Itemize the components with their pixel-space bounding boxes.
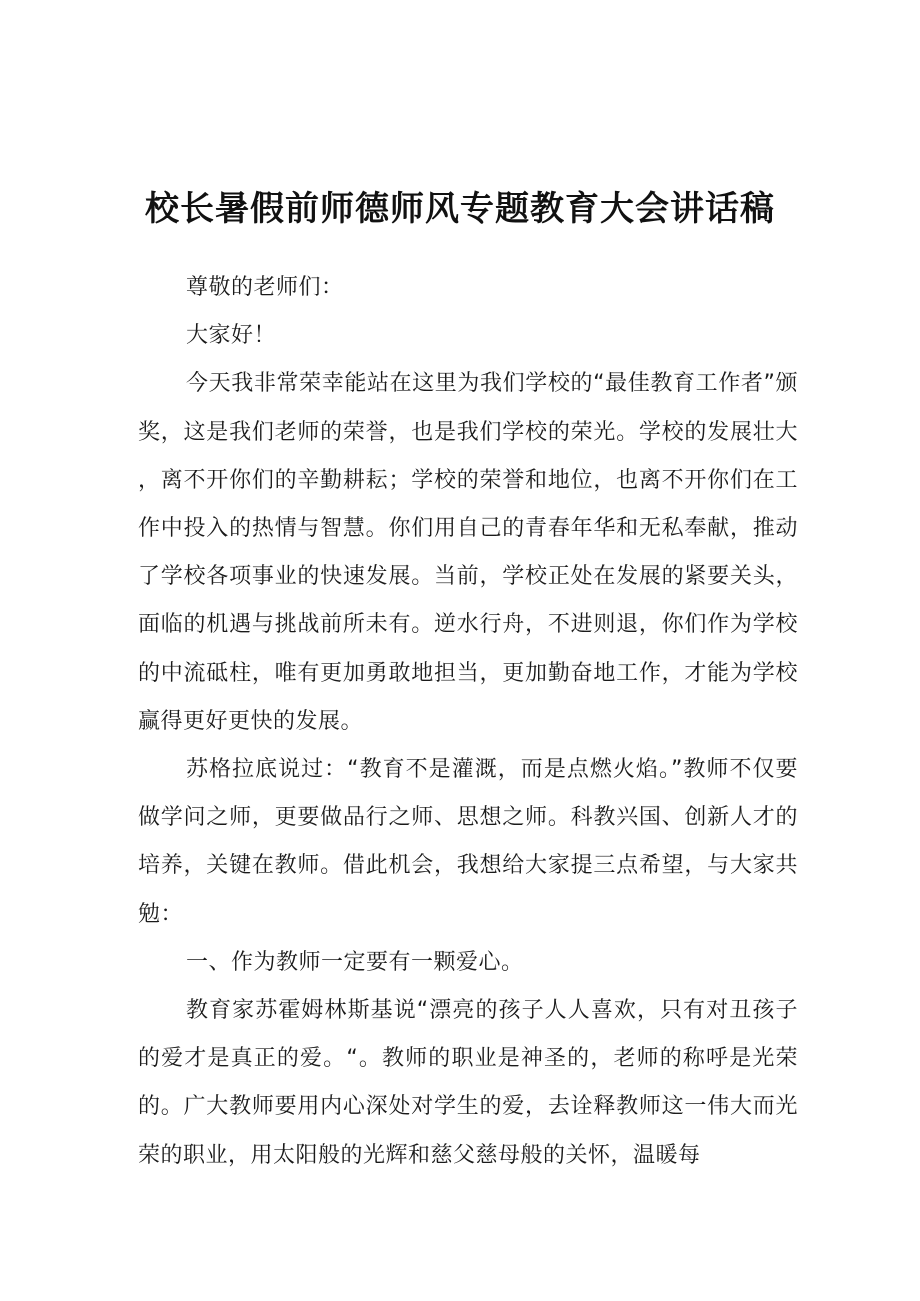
section-heading: 一、作为教师一定要有一颗爱心。 [186, 949, 524, 975]
paragraph: 今天我非常荣幸能站在这里为我们学校的“最佳教育工作者”颁奖，这是我们老师的荣誉，也是我们学校的荣光。学校的发展壮大，离不开你们的辛勤耕耘；学校的荣誉和地位，也离不开你们在工作中投入的热情与智慧。你们用自己的青春年华和无私奉献，推动了学校各项事业的快速发展。当前，学校正处在发展的紧要关头，面临的机遇与挑战前所未有。逆水行舟，不进则退，你们作为学校的中流砥柱，唯有更加勇敢地担当，更加勤奋地工作，才能为学校赢得更好更快的发展。 [138, 371, 798, 734]
paragraph: 苏格拉底说过：“教育不是灌溉，而是点燃火焰。”教师不仅要做学问之师，更要做品行之师、思想之师。科教兴国、创新人才的培养，关键在教师。借此机会，我想给大家提三点希望，与大家共勉： [138, 757, 798, 927]
paragraph: 教育家苏霍姆林斯基说“漂亮的孩子人人喜欢，只有对丑孩子的爱才是真正的爱。“。教师的职业是神圣的，老师的称呼是光荣的。广大教师要用内心深处对学生的爱，去诠释教师这一伟大而光荣的职业，用太阳般的光辉和慈父慈母般的关怀，温暖每 [138, 998, 798, 1168]
document-body [138, 264, 798, 1180]
salutation: 尊敬的老师们： [186, 275, 344, 300]
document-title: 校长暑假前师德师风专题教育大会讲话稿 [145, 188, 775, 229]
greeting: 大家好！ [186, 323, 277, 349]
